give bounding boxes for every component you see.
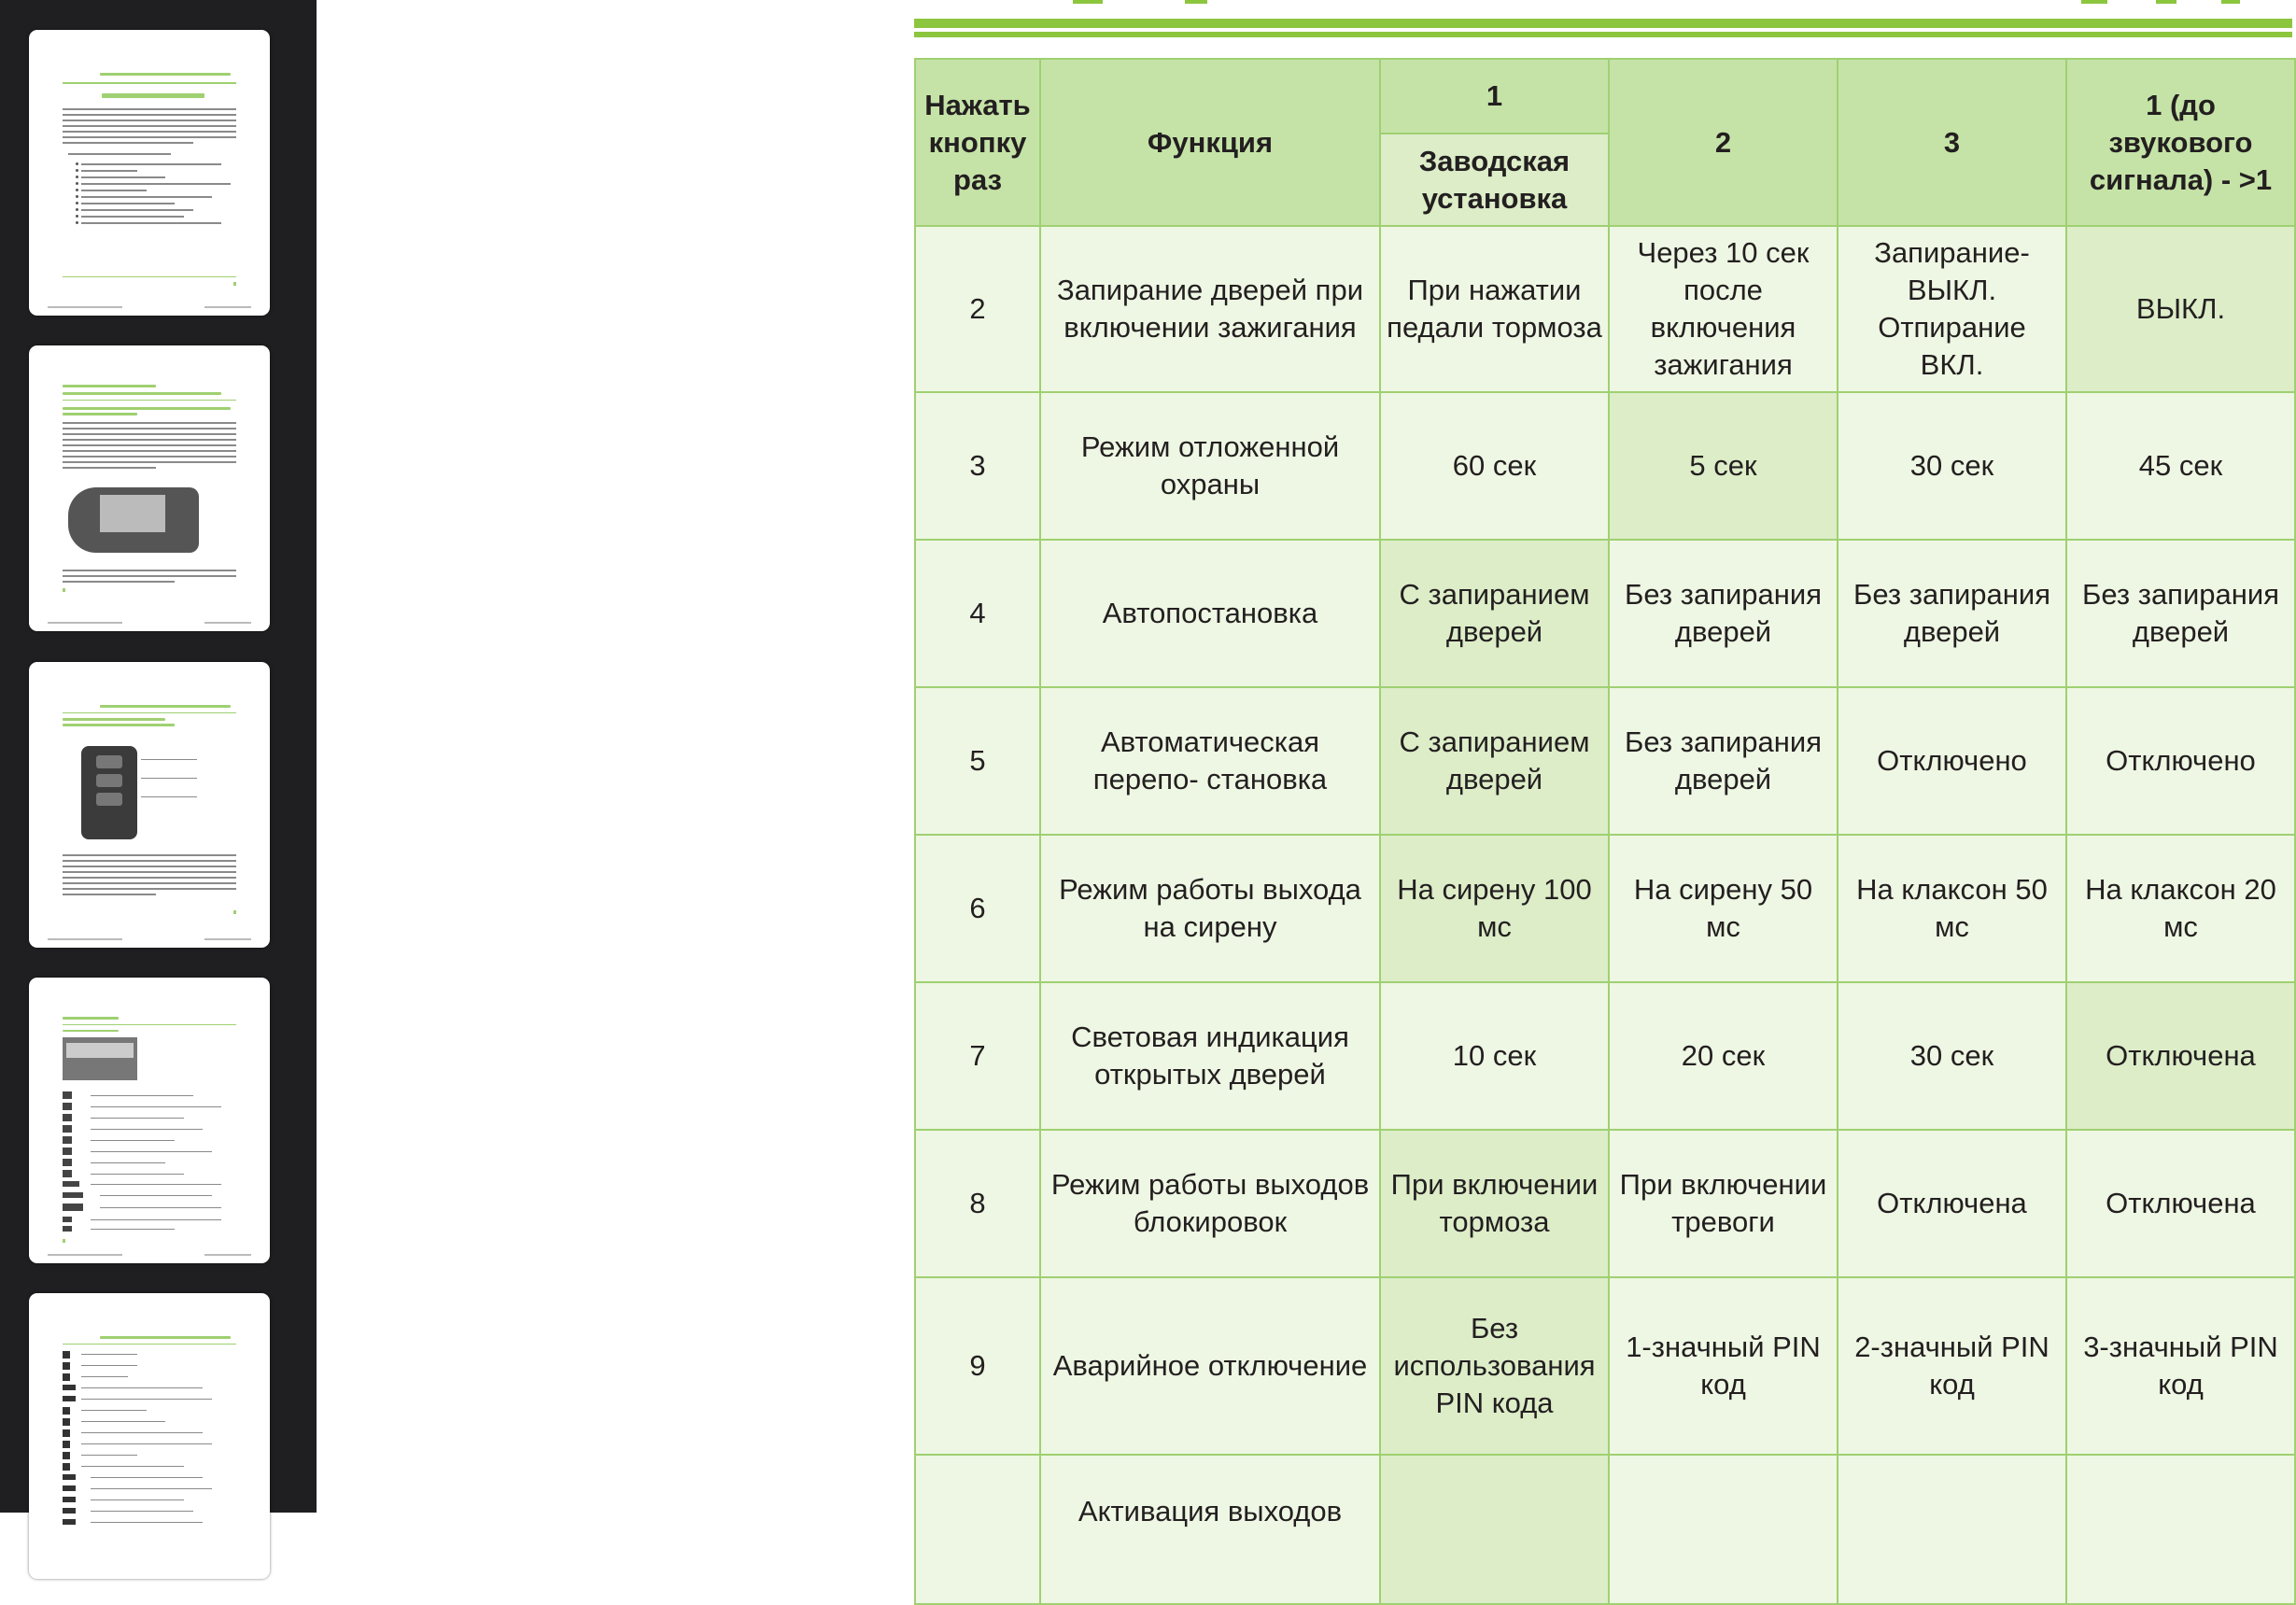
row-value-4: 3-значный PIN код xyxy=(2066,1277,2295,1455)
page-thumbnail-4[interactable] xyxy=(29,978,270,1263)
row-press-count: 9 xyxy=(915,1277,1040,1455)
row-value-4: ВЫКЛ. xyxy=(2066,226,2295,392)
row-value-1: При нажатии педали тормоза xyxy=(1380,226,1609,392)
table-row xyxy=(915,982,2295,1130)
header-option-3: 3 xyxy=(1838,59,2066,226)
table-row xyxy=(915,392,2295,540)
settings-table-wrapper xyxy=(914,58,2294,1605)
row-function: Автопостановка xyxy=(1040,540,1380,687)
header-option-1: 1 xyxy=(1380,59,1609,134)
row-value-3: Запирание- ВЫКЛ. Отпирание ВКЛ. xyxy=(1838,226,2066,392)
row-press-count: 8 xyxy=(915,1130,1040,1277)
row-value-2: Без запирания дверей xyxy=(1609,687,1838,835)
table-row xyxy=(915,1455,2295,1604)
row-value-1: Без использования PIN кода xyxy=(1380,1277,1609,1455)
row-press-count: 2 xyxy=(915,226,1040,392)
row-value-4: Отключена xyxy=(2066,1130,2295,1277)
table-row xyxy=(915,835,2295,982)
header-option-4: 1 (до звукового сигнала) - >1 xyxy=(2066,59,2295,226)
row-value-2: На сирену 50 мс xyxy=(1609,835,1838,982)
row-value-2: Без запирания дверей xyxy=(1609,540,1838,687)
row-function: Запирание дверей при включении зажигания xyxy=(1040,226,1380,392)
page-heading-fragment xyxy=(914,0,2296,4)
row-press-count: 3 xyxy=(915,392,1040,540)
row-value-1 xyxy=(1380,1455,1609,1604)
row-value-4: 45 сек xyxy=(2066,392,2295,540)
row-value-4: Отключено xyxy=(2066,687,2295,835)
row-function: Режим работы выхода на сирену xyxy=(1040,835,1380,982)
row-value-3: 2-значный PIN код xyxy=(1838,1277,2066,1455)
header-option-2: 2 xyxy=(1609,59,1838,226)
row-value-4: На клаксон 20 мс xyxy=(2066,835,2295,982)
document-view xyxy=(317,0,2279,1528)
table-row xyxy=(915,1130,2295,1277)
row-value-4: Отключена xyxy=(2066,982,2295,1130)
row-value-2 xyxy=(1609,1455,1838,1604)
row-value-3: Отключено xyxy=(1838,687,2066,835)
row-value-1: На сирену 100 мс xyxy=(1380,835,1609,982)
page-thumbnail-5[interactable] xyxy=(29,1293,270,1579)
row-value-1: При включении тормоза xyxy=(1380,1130,1609,1277)
row-value-3: Без запирания дверей xyxy=(1838,540,2066,687)
row-press-count xyxy=(915,1455,1040,1604)
row-function: Автоматическая перепо- становка xyxy=(1040,687,1380,835)
row-function: Режим отложенной охраны xyxy=(1040,392,1380,540)
row-value-2: 20 сек xyxy=(1609,982,1838,1130)
page-thumbnail-1[interactable] xyxy=(29,30,270,316)
row-value-3: 30 сек xyxy=(1838,982,2066,1130)
row-value-2: 5 сек xyxy=(1609,392,1838,540)
row-value-3: Отключена xyxy=(1838,1130,2066,1277)
row-press-count: 6 xyxy=(915,835,1040,982)
table-row xyxy=(915,1277,2295,1455)
page-thumbnail-3[interactable] xyxy=(29,662,270,948)
row-press-count: 7 xyxy=(915,982,1040,1130)
table-row xyxy=(915,687,2295,835)
row-value-1: С запиранием дверей xyxy=(1380,540,1609,687)
header-function: Функция xyxy=(1040,59,1380,226)
row-value-2: Через 10 сек после включения зажигания xyxy=(1609,226,1838,392)
table-header-row xyxy=(915,59,2295,134)
row-function: Аварийное отключение xyxy=(1040,1277,1380,1455)
heading-underline xyxy=(914,19,2292,28)
header-factory-default: Заводская установка xyxy=(1380,134,1609,226)
row-function: Световая индикация открытых дверей xyxy=(1040,982,1380,1130)
table-row xyxy=(915,540,2295,687)
row-function: Активация выходов xyxy=(1040,1455,1380,1604)
row-value-3 xyxy=(1838,1455,2066,1604)
row-value-4: Без запирания дверей xyxy=(2066,540,2295,687)
settings-table xyxy=(914,58,2296,1605)
thumbnail-sidebar xyxy=(0,0,317,1513)
row-press-count: 4 xyxy=(915,540,1040,687)
row-value-4 xyxy=(2066,1455,2295,1604)
row-value-3: 30 сек xyxy=(1838,392,2066,540)
row-value-2: 1-значный PIN код xyxy=(1609,1277,1838,1455)
row-press-count: 5 xyxy=(915,687,1040,835)
row-value-2: При включении тревоги xyxy=(1609,1130,1838,1277)
heading-underline-thin xyxy=(914,32,2292,37)
page-thumbnail-2[interactable] xyxy=(29,345,270,631)
row-function: Режим работы выходов блокировок xyxy=(1040,1130,1380,1277)
row-value-3: На клаксон 50 мс xyxy=(1838,835,2066,982)
header-press-count: Нажать кнопку раз xyxy=(915,59,1040,226)
row-value-1: С запиранием дверей xyxy=(1380,687,1609,835)
row-value-1: 10 сек xyxy=(1380,982,1609,1130)
row-value-1: 60 сек xyxy=(1380,392,1609,540)
table-row xyxy=(915,226,2295,392)
